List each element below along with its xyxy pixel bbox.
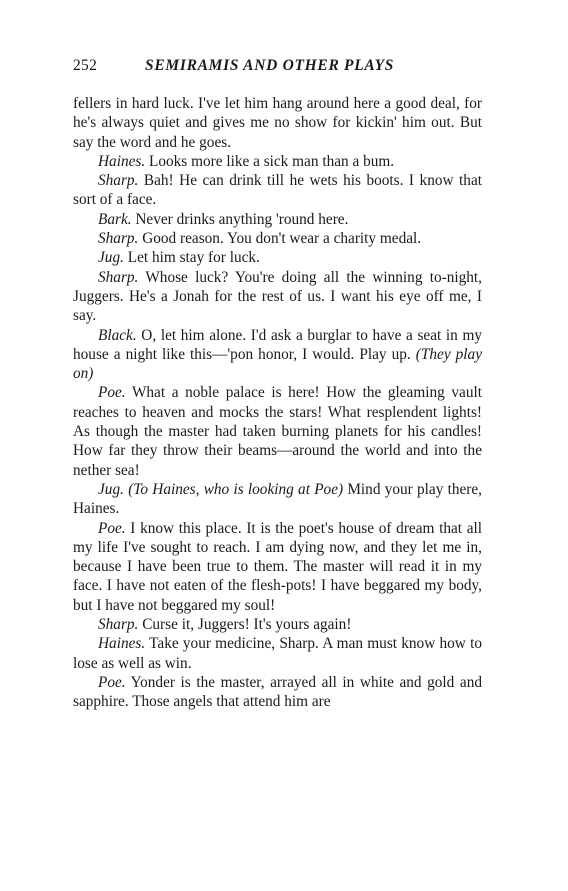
paragraph: [73, 326, 482, 384]
speech-text: Good reason. You don't wear a charity medal.: [138, 230, 422, 248]
speaker-name: Haines.: [98, 152, 146, 170]
speaker-name: Bark.: [98, 210, 132, 228]
stage-direction: (To Haines, who is looking at Poe): [128, 480, 344, 498]
speech-text: Bah! He can drink till he wets his boots. I know that sort of a face.: [73, 172, 482, 209]
stage-direction: (They play on): [73, 345, 482, 383]
paragraph: [73, 615, 482, 634]
running-header: [73, 57, 485, 75]
speaker-name: Jug.: [98, 249, 124, 267]
paragraph: [73, 383, 482, 479]
speech-text: Never drinks anything 'round here.: [131, 210, 349, 228]
paragraph: [73, 268, 482, 326]
paragraph: [73, 171, 482, 210]
speech-text: Curse it, Juggers! It's yours again!: [138, 616, 352, 634]
speech-text: Let him stay for luck.: [123, 249, 260, 267]
paragraph: [73, 210, 482, 229]
speech-text: Whose luck? You're doing all the winning to-night, Juggers. He's a Jonah for the rest of us. I want his eye off me, I say.: [73, 268, 482, 325]
page-body: [73, 94, 482, 712]
paragraph: [73, 229, 482, 248]
paragraph: [73, 519, 482, 615]
speech-text: Mind your play there, Haines.: [73, 480, 483, 518]
speech-text: Looks more like a sick man than a bum.: [145, 152, 395, 170]
page-number: 252: [73, 57, 98, 74]
paragraph: [73, 480, 482, 519]
speech-text: O, let him alone. I'd ask a burglar to have a seat in my house a night like this—'pon honor, I would. Play up.: [73, 326, 482, 363]
speaker-name: Sharp.: [98, 616, 139, 634]
speaker-name: Sharp.: [98, 172, 139, 190]
speech-text: Take your medicine, Sharp. A man must know how to lose as well as win.: [73, 635, 482, 672]
speech-text: I know this place. It is the poet's house of dream that all my life I've sought to reach. I am dying now, and they let me in, because I have been true to them. The master will read it in my face. I have not eaten of the flesh-pots! I have beggared my body, but I have not beggared my soul!: [73, 519, 482, 614]
paragraph: [73, 634, 482, 673]
speaker-name: Poe.: [98, 673, 126, 691]
speaker-name: Haines.: [98, 635, 146, 653]
speaker-name: Sharp.: [98, 230, 139, 248]
speech-text: What a noble palace is here! How the gleaming vault reaches to heaven and mocks the stars! What resplendent lights! As though the master had taken burning planets for his candles! How far they throw their beams—around the world and into the nether sea!: [73, 384, 482, 479]
paragraph: [73, 94, 482, 152]
speaker-name: Poe.: [98, 519, 126, 537]
speaker-name: Jug.: [98, 480, 124, 498]
speaker-name: Black.: [98, 326, 137, 344]
speaker-name: Poe.: [98, 384, 126, 402]
speech-text: fellers in hard luck. I've let him hang around here a good deal, for he's always quiet and gives me no show for kickin' him out. But say the word and he goes.: [73, 95, 482, 151]
speaker-name: Sharp.: [98, 268, 139, 286]
running-title: SEMIRAMIS AND OTHER PLAYS: [145, 57, 395, 74]
paragraph: [73, 673, 482, 712]
paragraph: [73, 248, 482, 267]
paragraph: [73, 152, 482, 171]
speech-text: Yonder is the master, arrayed all in white and gold and sapphire. Those angels that attend him are: [73, 673, 482, 711]
